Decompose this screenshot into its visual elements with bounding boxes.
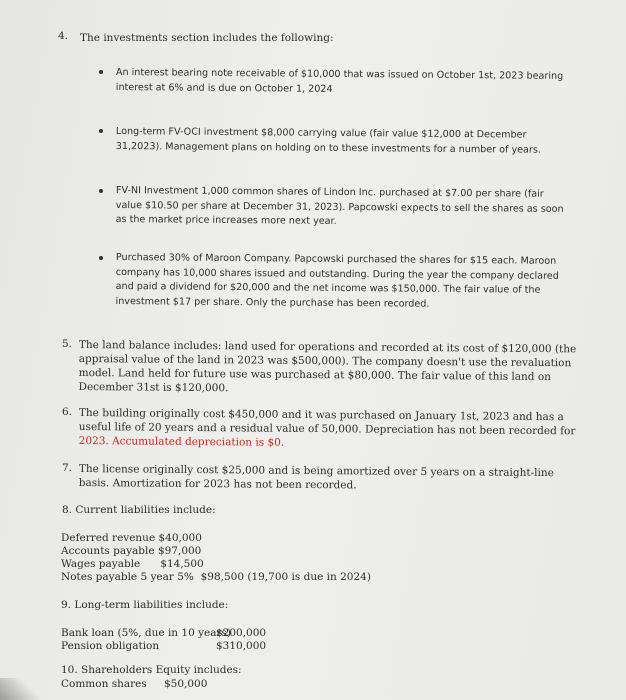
item-7-line-1: The license originally cost $25,000 and is being amortized over 5 years on a straight-line: [78, 462, 554, 480]
item-5-line-1: The land balance includes: land used for operations and recorded at its cost of $120,000 (the: [78, 338, 577, 356]
equity-row-value: $50,000: [164, 678, 208, 690]
item-5: [79, 338, 577, 398]
item-9-heading: 9. Long-term liabilities include:: [61, 599, 229, 611]
bullet-3-line-2: value $10.50 per share at December 31, 2023). Papcowski expects to sell the shares as soon: [115, 199, 564, 215]
item-7-number: 7.: [62, 462, 73, 474]
item-7: [79, 462, 554, 494]
item-6-line-1: The building originally cost $450,000 and it was purchased on January 1st, 2023 and has a: [78, 406, 564, 424]
equity-row-label: Common shares: [61, 678, 147, 690]
item-4-heading: The investments section includes the following:: [80, 32, 334, 44]
bullet-4: [115, 251, 559, 313]
item-6: [79, 406, 576, 452]
bullet-dot: [99, 129, 103, 133]
bullet-4-line-4: investment $17 per share. Only the purchase has been recorded.: [115, 295, 430, 310]
long-term-row-label: Bank loan (5%, due in 10 years): [61, 627, 232, 639]
liability-row: Accounts payable $97,000: [61, 545, 202, 557]
liability-row: Notes payable 5 year 5% $98,500 (19,700 is due in 2024): [61, 571, 371, 583]
bullet-dot: [99, 256, 103, 260]
item-6-line-2: useful life of 20 years and a residual value of 50,000. Depreciation has not been recorded for: [78, 420, 576, 438]
item-5-number: 5.: [62, 338, 73, 350]
item-5-line-4: December 31st is $120,000.: [78, 380, 229, 395]
bullet-4-line-1: Purchased 30% of Maroon Company. Papcowski purchased the shares for $15 each. Maroon: [115, 251, 557, 267]
bullet-2: [116, 125, 541, 158]
item-6-number: 6.: [62, 406, 73, 418]
bullet-dot: [99, 70, 103, 74]
long-term-row-label: Pension obligation: [61, 640, 160, 652]
item-7-line-2: basis. Amortization for 2023 has not been recorded.: [78, 476, 357, 492]
long-term-row-value: $200,000: [216, 627, 267, 639]
bullet-4-line-2: company has 10,000 shares issued and outstanding. During the year the company declared: [115, 266, 559, 282]
item-6-line-3: 2023. Accumulated depreciation is $0.: [78, 434, 285, 449]
bullet-4-line-3: and paid a dividend for $20,000 and the net income was $150,000. The fair value of the: [115, 280, 541, 296]
bullet-3: [116, 184, 564, 231]
bullet-2-line-2: 31,2023). Management plans on holding on to these investments for a number of years.: [115, 140, 541, 156]
bullet-3-line-1: FV-NI Investment 1,000 common shares of Lindon Inc. purchased at $7.00 per share (fair: [115, 184, 544, 200]
bullet-1-line-1: An interest bearing note receivable of $10,000 that was issued on October 1st, 2023 bearing: [115, 66, 564, 82]
bullet-dot: [99, 189, 103, 193]
item-4-number: 4.: [58, 30, 69, 42]
item-5-line-3: model. Land held for future use was purchased at $80,000. The fair value of this land on: [78, 366, 552, 384]
item-8-heading: 8. Current liabilities include:: [62, 504, 216, 516]
long-term-row-value: $310,000: [216, 640, 267, 652]
liability-row: Wages payable $14,500: [61, 558, 204, 570]
item-5-line-2: appraisal value of the land in 2023 was $500,000). The company doesn't use the revaluation: [78, 352, 572, 370]
photo-corner-shadow: [0, 678, 40, 700]
item-10-heading: 10. Shareholders Equity includes:: [61, 664, 242, 676]
bullet-3-line-3: as the market price increases more next year.: [115, 213, 337, 227]
bullet-1: [116, 66, 564, 99]
bullet-2-line-1: Long-term FV-OCI investment $8,000 carrying value (fair value $12,000 at December: [115, 125, 527, 141]
bullet-1-line-2: interest at 6% and is due on October 1, 2024: [115, 81, 333, 95]
liability-row: Deferred revenue $40,000: [61, 532, 202, 544]
